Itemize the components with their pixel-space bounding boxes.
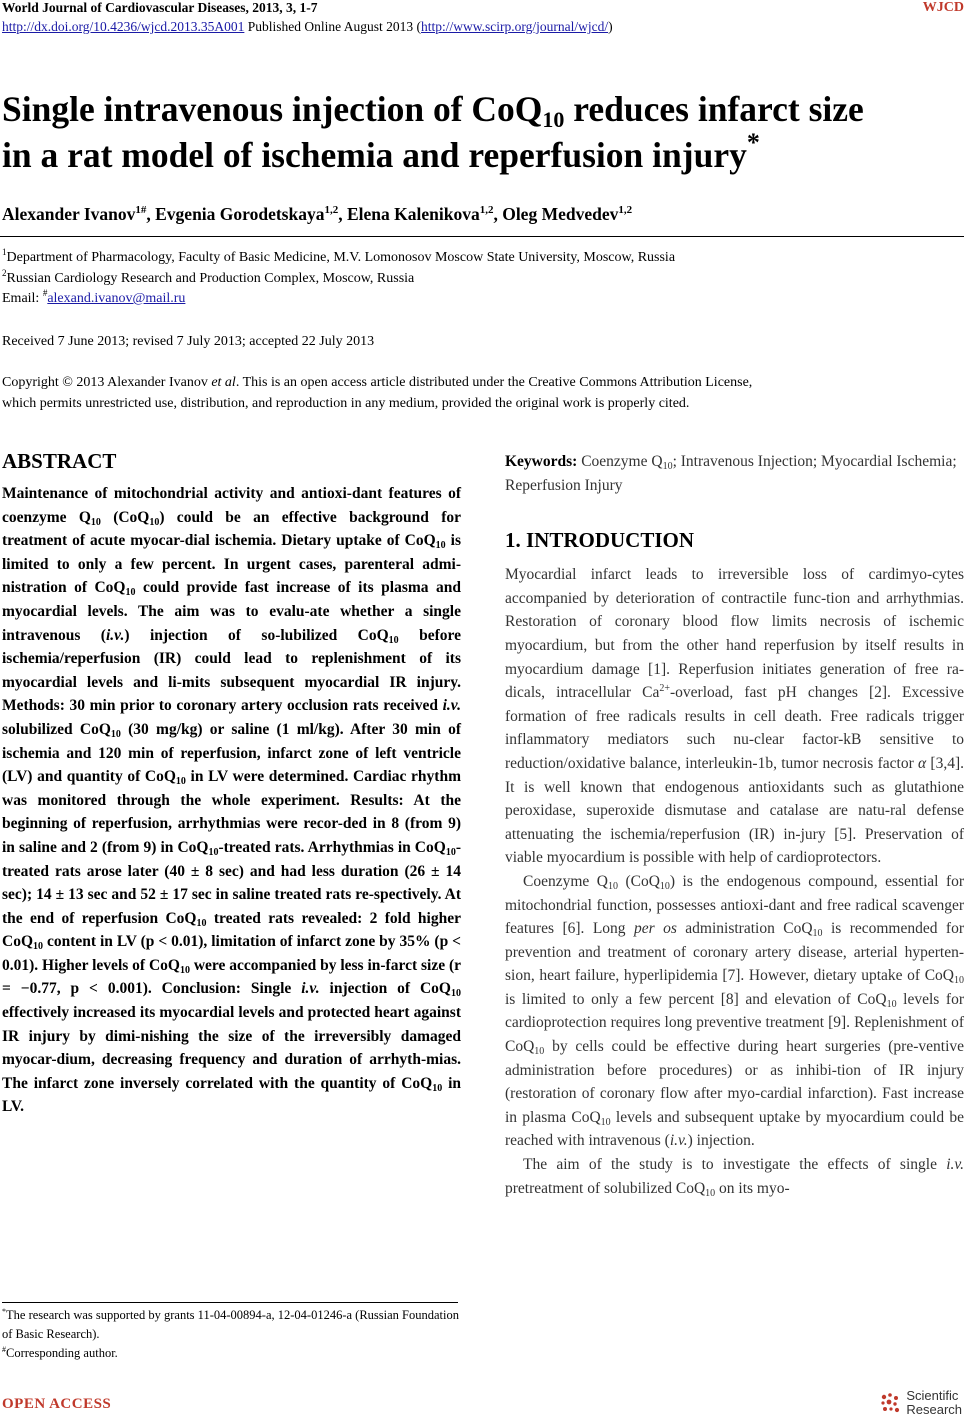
abstract-fragment: (30 mg/kg) or saline (1 ml/kg). After 30 min of ischemia and 120 min of reperfusion, infarct zone of left ventricle (LV) and quantity of CoQ xyxy=(2,720,462,786)
subscript: 10 xyxy=(90,516,101,528)
abstract-fragment: ) injection of so-lubilized CoQ xyxy=(124,626,389,644)
abstract-fragment: in LV. xyxy=(2,1074,461,1116)
subscript: 10 xyxy=(886,998,897,1010)
paragraph-fragment: on its myo- xyxy=(715,1179,790,1197)
doi-line xyxy=(2,19,613,35)
author-divider xyxy=(0,236,964,237)
abstract-fragment: injection of CoQ xyxy=(319,980,451,998)
paragraph-fragment: ) injection. xyxy=(687,1132,755,1150)
abstract-italic: i.v. xyxy=(442,697,461,715)
paragraph-fragment: levels and subsequent uptake by myocardium could be reached with intravenous ( xyxy=(505,1108,964,1150)
subscript: 10 xyxy=(125,587,136,599)
subscript: 10 xyxy=(149,516,160,528)
journal-link[interactable]: http://www.scirp.org/journal/wjcd/ xyxy=(421,19,609,34)
subscript: 10 xyxy=(179,964,190,976)
title-subscript: 10 xyxy=(542,107,565,132)
author-name: Alexander Ivanov xyxy=(2,204,136,224)
abstract-fragment: treated rats revealed: 2 fold higher CoQ xyxy=(2,909,461,951)
paragraph-fragment: pretreatment of solubilized CoQ xyxy=(505,1179,706,1197)
paragraph-italic: per os xyxy=(633,920,677,938)
journal-citation: World Journal of Cardiovascular Diseases, 2013, 3, 1-7 xyxy=(2,0,318,15)
subscript: 10 xyxy=(196,917,207,929)
footnote-mark: * xyxy=(2,1307,6,1316)
footnote-text: Corresponding author. xyxy=(6,1346,118,1360)
subscript: 10 xyxy=(175,776,186,788)
subscript: 10 xyxy=(33,941,43,953)
author-affiliation-mark: 1,2 xyxy=(324,204,339,216)
title-footnote-mark: * xyxy=(746,128,760,157)
email-link[interactable]: alexand.ivanov@mail.ru xyxy=(47,291,186,306)
paragraph-fragment: is limited to only a few percent [8] and elevation of CoQ xyxy=(505,990,887,1008)
copyright-line-2: which permits unrestricted use, distribution, and reproduction in any medium, provided the original work is properly cited. xyxy=(2,396,690,411)
keywords-label: Keywords: xyxy=(505,453,578,470)
abstract-fragment: -treated rats arose later (40 ± 8 sec) and had less duration (26 ± 14 sec); 14 ± 13 sec and 52 ± 17 sec in saline treated rats re-spectively. At the end of reperfusion CoQ xyxy=(2,838,461,927)
right-column xyxy=(505,446,964,1200)
intro-paragraph-1 xyxy=(505,563,964,870)
abstract-fragment: content in LV (p < 0.01), limitation of infarct zone by 35% (p < 0.01). Higher levels of CoQ xyxy=(2,933,461,974)
paragraph-fragment: ) is the endogenous compound, essential for mitochondrial function, possesses antioxi-dant and free radical scavenger features [6]. Long xyxy=(505,872,965,938)
subscript: 10 xyxy=(662,461,673,472)
received-dates: Received 7 June 2013; revised 7 July 2013; accepted 22 July 2013 xyxy=(2,334,375,349)
email-label: Email: xyxy=(2,291,43,306)
article-title xyxy=(2,86,962,178)
subscript: 10 xyxy=(659,880,670,892)
affiliation xyxy=(2,248,675,268)
doi-link[interactable]: http://dx.doi.org/10.4236/wjcd.2013.35A001 xyxy=(2,19,245,34)
abstract-section xyxy=(2,446,461,1119)
abstract-fragment: is limited to only a few percent. In urgent cases, parenteral admi-nistration of CoQ xyxy=(2,532,461,597)
affiliation-mark: 2 xyxy=(2,268,7,278)
subscript: 10 xyxy=(435,540,446,552)
abstract-heading: ABSTRACT xyxy=(2,449,117,473)
close-paren: ) xyxy=(608,19,613,34)
abstract-italic: i.v. xyxy=(301,980,320,998)
footnote-funding xyxy=(2,1306,459,1344)
publisher-dots-icon xyxy=(878,1391,902,1415)
copyright-text: Copyright © 2013 Alexander Ivanov xyxy=(2,375,212,390)
abstract-fragment: were accompanied by less in-farct size (r = −0.77, p < 0.001). Conclusion: Single xyxy=(2,956,461,998)
author-name: Oleg Medvedev xyxy=(502,204,619,224)
abstract-fragment: could provide fast increase of its plasma and myocardial levels. The aim was to evalu-ate whether a single intravenous ( xyxy=(2,579,462,644)
subscript: 10 xyxy=(388,634,399,646)
journal-abbreviation: WJCD xyxy=(922,0,964,15)
published-text: Published Online August 2013 ( xyxy=(244,19,422,34)
paragraph-fragment: is recommended for prevention and treatment of coronary artery disease, arterial hyperten-sion, heart failure, hyperlipidemia [7]. However, dietary uptake of CoQ xyxy=(505,920,964,985)
author-affiliation-mark: 1,2 xyxy=(618,204,633,216)
paragraph-fragment: [3,4]. It is well known that endogenous antioxidants such as glutathione peroxidase, superoxide dismutase and catalase are natu-ral defense attenuating the ischemia/reperfusion (IR) in-jury [5]. Preservation of viable myocardium is possible with help of cardioprotectors. xyxy=(505,754,965,867)
paragraph-italic: i.v. xyxy=(946,1156,964,1174)
abstract-fragment: ) could be an effective background for treatment of acute myocar-dial ischemia. Dietary uptake of CoQ xyxy=(2,508,461,550)
copyright-etal: et al xyxy=(211,375,236,390)
email-mark: # xyxy=(42,288,48,298)
copyright-text: . This is an open access article distributed under the Creative Commons Attribution License, xyxy=(235,375,753,390)
subscript: 10 xyxy=(432,1082,443,1094)
paragraph-fragment: levels for cardioprotection requires long preventive treatment [9]. Replenishment of CoQ xyxy=(505,990,964,1056)
paragraph-italic: i.v. xyxy=(669,1132,688,1150)
subscript: 10 xyxy=(534,1046,545,1058)
paragraph-fragment: The aim of the study is to investigate the effects of single xyxy=(523,1156,947,1174)
author-affiliation-mark: 1# xyxy=(135,204,147,216)
paragraph-fragment: Coenzyme Q xyxy=(523,872,608,890)
abstract-fragment: Maintenance of mitochondrial activity and antioxi-dant features of coenzyme Q xyxy=(2,485,461,526)
subscript: 10 xyxy=(445,846,456,858)
paragraph-fragment: administration CoQ xyxy=(676,920,813,938)
author-separator: , xyxy=(146,204,156,224)
copyright-line-1 xyxy=(2,373,752,393)
subscript: 10 xyxy=(705,1187,716,1199)
paragraph-fragment: Myocardial infarct leads to irreversible loss of cardimyo-cytes accompanied by deterioration of contractile func-tion and arrhythmias. Restoration of coronary blood flow limits necrosis of ischemic myocardium, but from the other hand reperfusion by itself results in myocardium damage [1]. Reperfusion initiates generation of free ra-dicals, intracellular Ca xyxy=(505,566,964,702)
footnote-corresponding xyxy=(2,1344,459,1363)
subscript: 10 xyxy=(450,988,461,1000)
subscript: 10 xyxy=(208,846,219,858)
keywords-text: Coenzyme Q xyxy=(577,453,663,470)
abstract-fragment: (CoQ xyxy=(100,508,150,526)
subscript: 10 xyxy=(600,1116,611,1128)
intro-paragraph-2 xyxy=(505,870,964,1153)
publisher-name xyxy=(906,1389,962,1417)
email-line xyxy=(2,289,185,309)
abstract-fragment: before ischemia/reperfusion (IR) could lead to replenishment of its myocardial levels and li-mits subsequent myocardial IR injury. Methods: 30 min prior to coronary artery occlusion rats received xyxy=(2,626,461,715)
publisher-line: Scientific xyxy=(906,1388,959,1403)
footnote-divider xyxy=(2,1302,458,1303)
superscript: 2+ xyxy=(659,683,670,695)
affiliation xyxy=(2,269,414,289)
intro-paragraph-3 xyxy=(505,1153,964,1200)
author-name: Elena Kalenikova xyxy=(346,204,480,224)
abstract-text xyxy=(2,482,461,1119)
paragraph-fragment: -overload, fast pH changes [2]. Excessive formation of free radicals results in cell death. Free radicals trigger inflammatory mediators such nu-clear factor-kB sensitive to reduction/oxidative balance, interleukin-1b, tumor necrosis factor xyxy=(505,684,965,772)
publisher-logo xyxy=(878,1389,962,1417)
abstract-italic: i.v. xyxy=(105,626,125,644)
affiliation-text: Russian Cardiology Research and Production Complex, Moscow, Russia xyxy=(6,271,415,286)
abstract-fragment: in LV were determined. Cardiac rhythm was monitored through the whole experiment. Results: At the beginning of reperfusion, arrhythmias were recor-ded in 8 (from 9) in saline and 2 (from 9) in CoQ xyxy=(2,768,461,856)
abstract-fragment: solubilized CoQ xyxy=(2,720,111,738)
author-list xyxy=(2,204,632,225)
author-affiliation-mark: 1,2 xyxy=(479,204,494,216)
footnotes xyxy=(2,1306,459,1363)
keywords xyxy=(505,450,964,497)
keywords-text: ; Intravenous Injection; Myocardial Ischemia; Reperfusion Injury xyxy=(505,453,957,494)
footnote-mark: # xyxy=(2,1345,6,1354)
subscript: 10 xyxy=(110,728,121,740)
abstract-fragment: -treated rats. Arrhythmias in CoQ xyxy=(218,838,446,856)
title-part: in a rat model of ischemia and reperfusion injury xyxy=(2,135,747,175)
publisher-line: Research xyxy=(906,1402,962,1417)
title-part: Single intravenous injection of CoQ xyxy=(2,89,543,129)
intro-heading: 1. INTRODUCTION xyxy=(505,528,695,553)
alpha-symbol: α xyxy=(918,754,927,772)
subscript: 10 xyxy=(954,975,964,987)
subscript: 10 xyxy=(812,928,823,940)
author-separator: , xyxy=(493,204,503,224)
paragraph-fragment: (CoQ xyxy=(617,872,660,890)
subscript: 10 xyxy=(607,880,618,892)
paragraph-fragment: by cells could be effective during heart surgeries (pre-ventive administration before procedures) or as inhibi-tion of IR injury (restoration of coronary flow after myo-cardial infarction). Fast increase in plasma CoQ xyxy=(505,1038,964,1126)
footnote-text: The research was supported by grants 11-04-00894-a, 12-04-01246-a (Russian Foundation of Basic Research). xyxy=(2,1308,459,1341)
title-part: reduces infarct size xyxy=(564,89,864,129)
affiliation-mark: 1 xyxy=(2,247,7,257)
open-access-label: OPEN ACCESS xyxy=(2,1396,112,1412)
author-separator: , xyxy=(338,204,347,224)
abstract-fragment: effectively increased its myocardial levels and protected heart against IR injury by dimi-nishing the size of the irreversibly damaged myocar-dium, decreasing frequency and duration of arrhyth-mias. The infarct zone inversely correlated with the quantity of CoQ xyxy=(2,1004,461,1092)
affiliation-text: Department of Pharmacology, Faculty of Basic Medicine, M.V. Lomonosov Moscow State University, Moscow, Russia xyxy=(6,250,676,265)
author-name: Evgenia Gorodetskaya xyxy=(155,204,325,224)
